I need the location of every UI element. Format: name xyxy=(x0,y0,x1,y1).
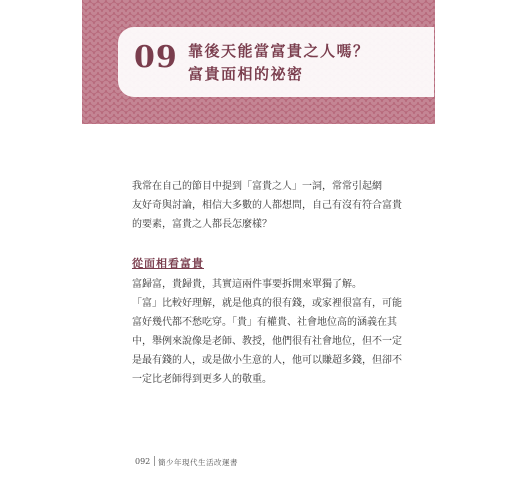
footer-divider xyxy=(154,456,155,466)
chapter-title-box xyxy=(118,27,434,97)
text-line: 我常在自己的節目中提到「富貴之人」一詞，常常引起網 xyxy=(132,181,382,192)
text-line: 「富」比較好理解，就是他真的很有錢，或家裡很富有，可能 xyxy=(132,298,402,309)
intro-paragraph xyxy=(132,177,402,234)
text-line: 富好幾代都不愁吃穿。「貴」有權貴、社會地位高的涵義在其 xyxy=(132,317,397,328)
chapter-banner xyxy=(82,0,435,124)
chapter-title-line-2: 富貴面相的祕密 xyxy=(188,65,304,83)
text-line: 是最有錢的人，或是做小生意的人，他可以賺超多錢，但卻不 xyxy=(132,355,402,366)
chapter-number: 09 xyxy=(134,40,178,75)
text-line: 一定比老師得到更多人的敬重。 xyxy=(132,374,272,385)
text-line: 友好奇與討論，相信大多數的人都想問，自己有沒有符合富貴 xyxy=(132,200,402,211)
text-line: 富歸富，貴歸貴，其實這兩件事要拆開來單獨了解。 xyxy=(132,279,362,290)
book-page xyxy=(82,0,435,500)
text-line: 中，舉例來說像是老師、教授，他們很有社會地位，但不一定 xyxy=(132,336,402,347)
chapter-title-line-1: 靠後天能當富貴之人嗎？ xyxy=(188,42,370,60)
book-title: 簡少年現代生活改運書 xyxy=(158,458,238,467)
section-heading: 從面相看富貴 xyxy=(132,257,204,270)
page-number: 092 xyxy=(135,457,151,466)
text-line: 的要素，富貴之人都長怎麼樣？ xyxy=(132,219,272,230)
section-paragraph xyxy=(132,275,402,389)
